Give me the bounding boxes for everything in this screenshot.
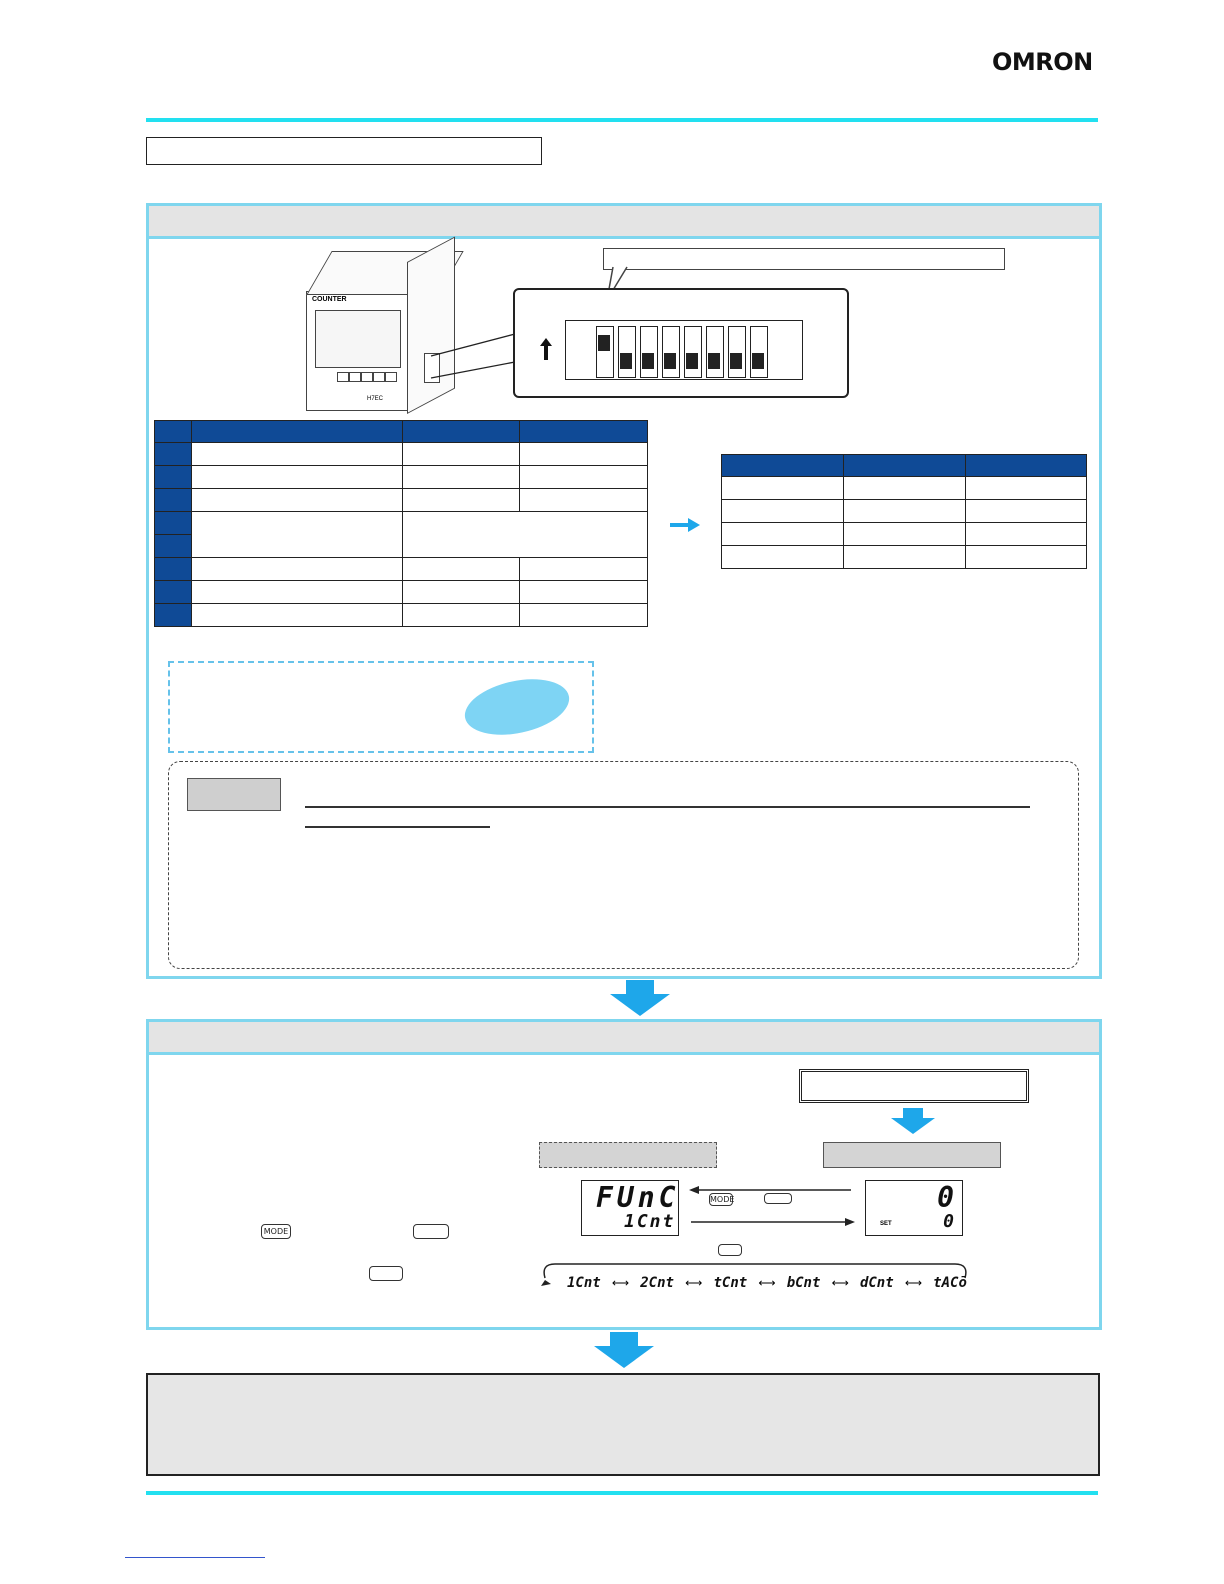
highlight-ellipse <box>460 671 574 744</box>
table-row <box>722 500 1087 523</box>
device-keys-row <box>315 372 399 382</box>
mode-key-icon: MODE <box>710 1195 735 1204</box>
power-on-box <box>799 1069 1029 1103</box>
table-row <box>155 489 648 512</box>
power-on-arrow <box>891 1108 935 1134</box>
dip-switch-1[interactable] <box>596 326 614 378</box>
function-sub-digits: 1Cnt <box>624 1211 676 1232</box>
table-row <box>155 443 648 466</box>
mode-setting-panel-header <box>149 1022 1099 1055</box>
dip-switch-4[interactable] <box>662 326 680 378</box>
footer-rule <box>146 1491 1098 1495</box>
dip-switch-6[interactable] <box>706 326 724 378</box>
omron-logo: OMRON <box>992 48 1093 76</box>
mode-setting-panel <box>146 1019 1102 1330</box>
set-label: SET <box>880 1221 892 1227</box>
caution-underline-1 <box>305 806 1030 808</box>
run-mode-label <box>823 1142 1001 1168</box>
mode-item[interactable]: 2Cnt <box>640 1275 674 1291</box>
device-model-label: H7EC <box>367 396 384 402</box>
dip-settings-table <box>154 420 648 627</box>
key-icon <box>764 1193 792 1204</box>
table-header-row <box>155 421 648 443</box>
counter-device-front <box>306 291 408 411</box>
table-row <box>155 581 648 604</box>
dip-switch-2[interactable] <box>618 326 636 378</box>
device-lcd-window <box>315 310 401 368</box>
footer-link[interactable] <box>125 1557 265 1558</box>
double-arrow-icon: ⟷ <box>904 1276 923 1290</box>
mode-item[interactable]: tACō <box>933 1275 967 1291</box>
table-row <box>155 604 648 627</box>
double-arrow-icon: ⟷ <box>611 1276 630 1290</box>
up-arrow-icon <box>539 338 553 360</box>
dip-switch-3[interactable] <box>640 326 658 378</box>
table-row <box>722 477 1087 500</box>
dip-switch-panel-header <box>149 206 1099 239</box>
table-row <box>722 523 1087 546</box>
counter-main-digits: 0 <box>937 1181 954 1214</box>
table-row <box>155 466 648 489</box>
header-rule <box>146 118 1098 122</box>
right-arrow-icon <box>670 518 700 532</box>
dip-switch-7[interactable] <box>728 326 746 378</box>
dip-switch-zoom <box>513 288 849 398</box>
function-lcd <box>581 1180 679 1236</box>
section-title-box <box>146 137 542 165</box>
mode-transition-arrows <box>687 1182 857 1230</box>
table-row <box>722 546 1087 569</box>
function-mode-label <box>539 1142 717 1168</box>
table-row <box>155 558 648 581</box>
flow-arrow-2 <box>594 1332 654 1368</box>
summary-note <box>146 1373 1100 1476</box>
dip-switch-panel <box>146 203 1102 979</box>
caution-box <box>168 761 1079 969</box>
key-icon <box>369 1266 403 1281</box>
speech-bubble <box>603 248 1005 270</box>
table-row <box>155 512 648 535</box>
mode-item[interactable]: bCnt <box>786 1275 821 1291</box>
key-icon <box>718 1244 742 1256</box>
function-main-digits: FUnC <box>596 1181 680 1214</box>
key-icon <box>413 1224 449 1239</box>
table-header-row <box>722 455 1087 477</box>
double-arrow-icon: ⟷ <box>758 1276 776 1290</box>
double-arrow-icon: ⟷ <box>831 1276 849 1290</box>
mode-item[interactable]: dCnt <box>859 1275 894 1291</box>
caution-label-box <box>187 778 281 811</box>
flow-arrow-1 <box>610 980 670 1016</box>
device-counter-label: COUNTER <box>312 296 347 303</box>
counter-lcd <box>865 1180 963 1236</box>
mode-item[interactable]: 1Cnt <box>567 1275 601 1291</box>
counter-set-digits: 0 <box>943 1211 954 1232</box>
mode-item[interactable]: tCnt <box>713 1275 748 1291</box>
combination-table <box>721 454 1087 569</box>
mode-cycle-row <box>567 1273 967 1293</box>
callout-lines <box>429 326 519 406</box>
dip-switch-block <box>565 320 803 380</box>
dip-switch-8[interactable] <box>750 326 768 378</box>
double-arrow-icon: ⟷ <box>685 1276 703 1290</box>
mode-key-icon: MODE <box>261 1224 291 1239</box>
default-note-box <box>168 661 594 753</box>
caution-underline-2 <box>305 826 490 828</box>
dip-switch-5[interactable] <box>684 326 702 378</box>
